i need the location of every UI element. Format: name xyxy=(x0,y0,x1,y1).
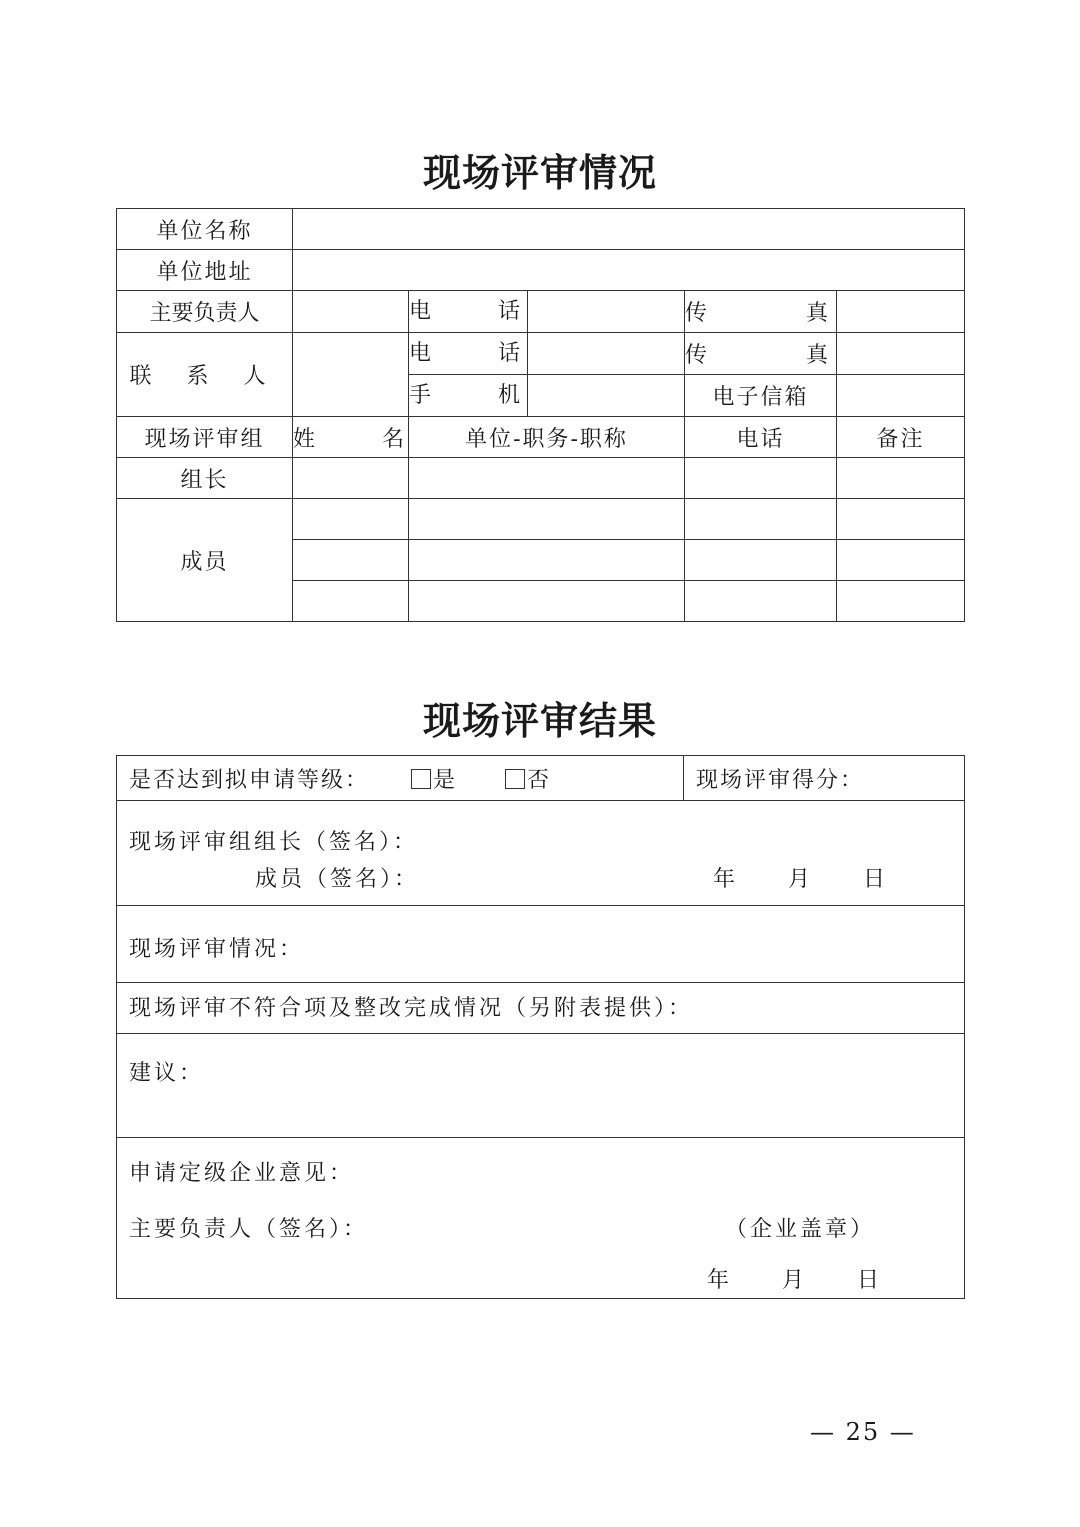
reach-level-cell xyxy=(117,756,684,801)
principal-value[interactable] xyxy=(293,291,409,333)
principal-label: 主要负责人 xyxy=(117,291,293,333)
member-remarks-cell[interactable] xyxy=(837,581,965,622)
contact-phone-value[interactable] xyxy=(528,333,684,374)
member-sign-label: 成员（签名）： xyxy=(255,867,420,892)
opinion-date-label: 年 月 日 xyxy=(707,1268,883,1293)
yes-checkbox[interactable] xyxy=(411,769,431,789)
contact-label: 联 系 人 xyxy=(117,333,293,417)
unit-name-value[interactable] xyxy=(293,209,965,250)
leader-remarks-cell[interactable] xyxy=(837,458,965,499)
contact-mobile-label: 手 机 xyxy=(409,375,528,416)
member-remarks-cell[interactable] xyxy=(837,540,965,581)
leader-unit-cell[interactable] xyxy=(409,458,685,499)
contact-email-value[interactable] xyxy=(837,375,965,417)
reach-level-label: 是否达到拟申请等级： xyxy=(129,767,370,793)
page-number: — 25 — xyxy=(810,1418,916,1446)
principal-fax-label: 传 真 xyxy=(685,291,837,333)
member-name-cell[interactable] xyxy=(293,581,409,622)
contact-mobile-value[interactable] xyxy=(528,375,684,416)
leader-phone-cell[interactable] xyxy=(685,458,837,499)
yes-label: 是 xyxy=(433,767,458,793)
section-title-site-review-situation: 现场评审情况 xyxy=(422,151,657,195)
leader-name-cell[interactable] xyxy=(293,458,409,499)
contact-email-label: 电子信箱 xyxy=(685,375,837,417)
nonconformity-label: 现场评审不符合项及整改完成情况（另附表提供）： xyxy=(129,996,694,1021)
score-cell[interactable] xyxy=(684,756,965,801)
enterprise-opinion-cell[interactable] xyxy=(117,1138,965,1299)
situation-cell[interactable] xyxy=(117,906,965,983)
unit-address-value[interactable] xyxy=(293,250,965,291)
member-phone-cell[interactable] xyxy=(685,540,837,581)
phone-header: 电话 xyxy=(685,417,837,458)
member-unit-cell[interactable] xyxy=(409,540,685,581)
member-unit-cell[interactable] xyxy=(409,581,685,622)
signature-cell[interactable] xyxy=(117,801,965,906)
member-name-cell[interactable] xyxy=(293,540,409,581)
principal-phone-value[interactable] xyxy=(528,291,684,332)
leader-label: 组长 xyxy=(117,458,293,499)
unit-address-label: 单位地址 xyxy=(117,250,293,291)
leader-sign-label: 现场评审组组长（签名）： xyxy=(129,830,419,855)
score-label: 现场评审得分： xyxy=(696,767,865,793)
suggestion-label: 建议： xyxy=(129,1061,205,1086)
suggestion-cell[interactable] xyxy=(117,1034,965,1138)
contact-fax-label: 传 真 xyxy=(685,333,837,375)
principal-sign-label: 主要负责人（签名）： xyxy=(129,1217,369,1242)
remarks-header: 备注 xyxy=(837,417,965,458)
unit-duty-title-header: 单位-职务-职称 xyxy=(409,417,685,458)
nonconformity-cell[interactable] xyxy=(117,983,965,1034)
situation-label: 现场评审情况： xyxy=(129,937,305,962)
review-group-label: 现场评审组 xyxy=(117,417,293,458)
enterprise-opinion-label: 申请定级企业意见： xyxy=(129,1161,355,1186)
member-remarks-cell[interactable] xyxy=(837,499,965,540)
member-phone-cell[interactable] xyxy=(685,581,837,622)
no-label: 否 xyxy=(527,767,552,793)
member-name-cell[interactable] xyxy=(293,499,409,540)
unit-name-label: 单位名称 xyxy=(117,209,293,250)
member-unit-cell[interactable] xyxy=(409,499,685,540)
contact-value[interactable] xyxy=(293,333,409,417)
site-review-info-table xyxy=(116,208,965,622)
site-review-result-table xyxy=(116,755,965,1299)
contact-phone-label: 电 话 xyxy=(409,333,528,374)
member-phone-cell[interactable] xyxy=(685,499,837,540)
sign-date-label: 年 月 日 xyxy=(713,867,889,892)
name-header: 姓 名 xyxy=(293,417,409,458)
principal-phone-label: 电 话 xyxy=(409,291,528,332)
no-checkbox[interactable] xyxy=(505,769,525,789)
members-label: 成员 xyxy=(117,499,293,622)
seal-label: （企业盖章） xyxy=(725,1217,876,1242)
section-title-site-review-result: 现场评审结果 xyxy=(422,699,657,743)
